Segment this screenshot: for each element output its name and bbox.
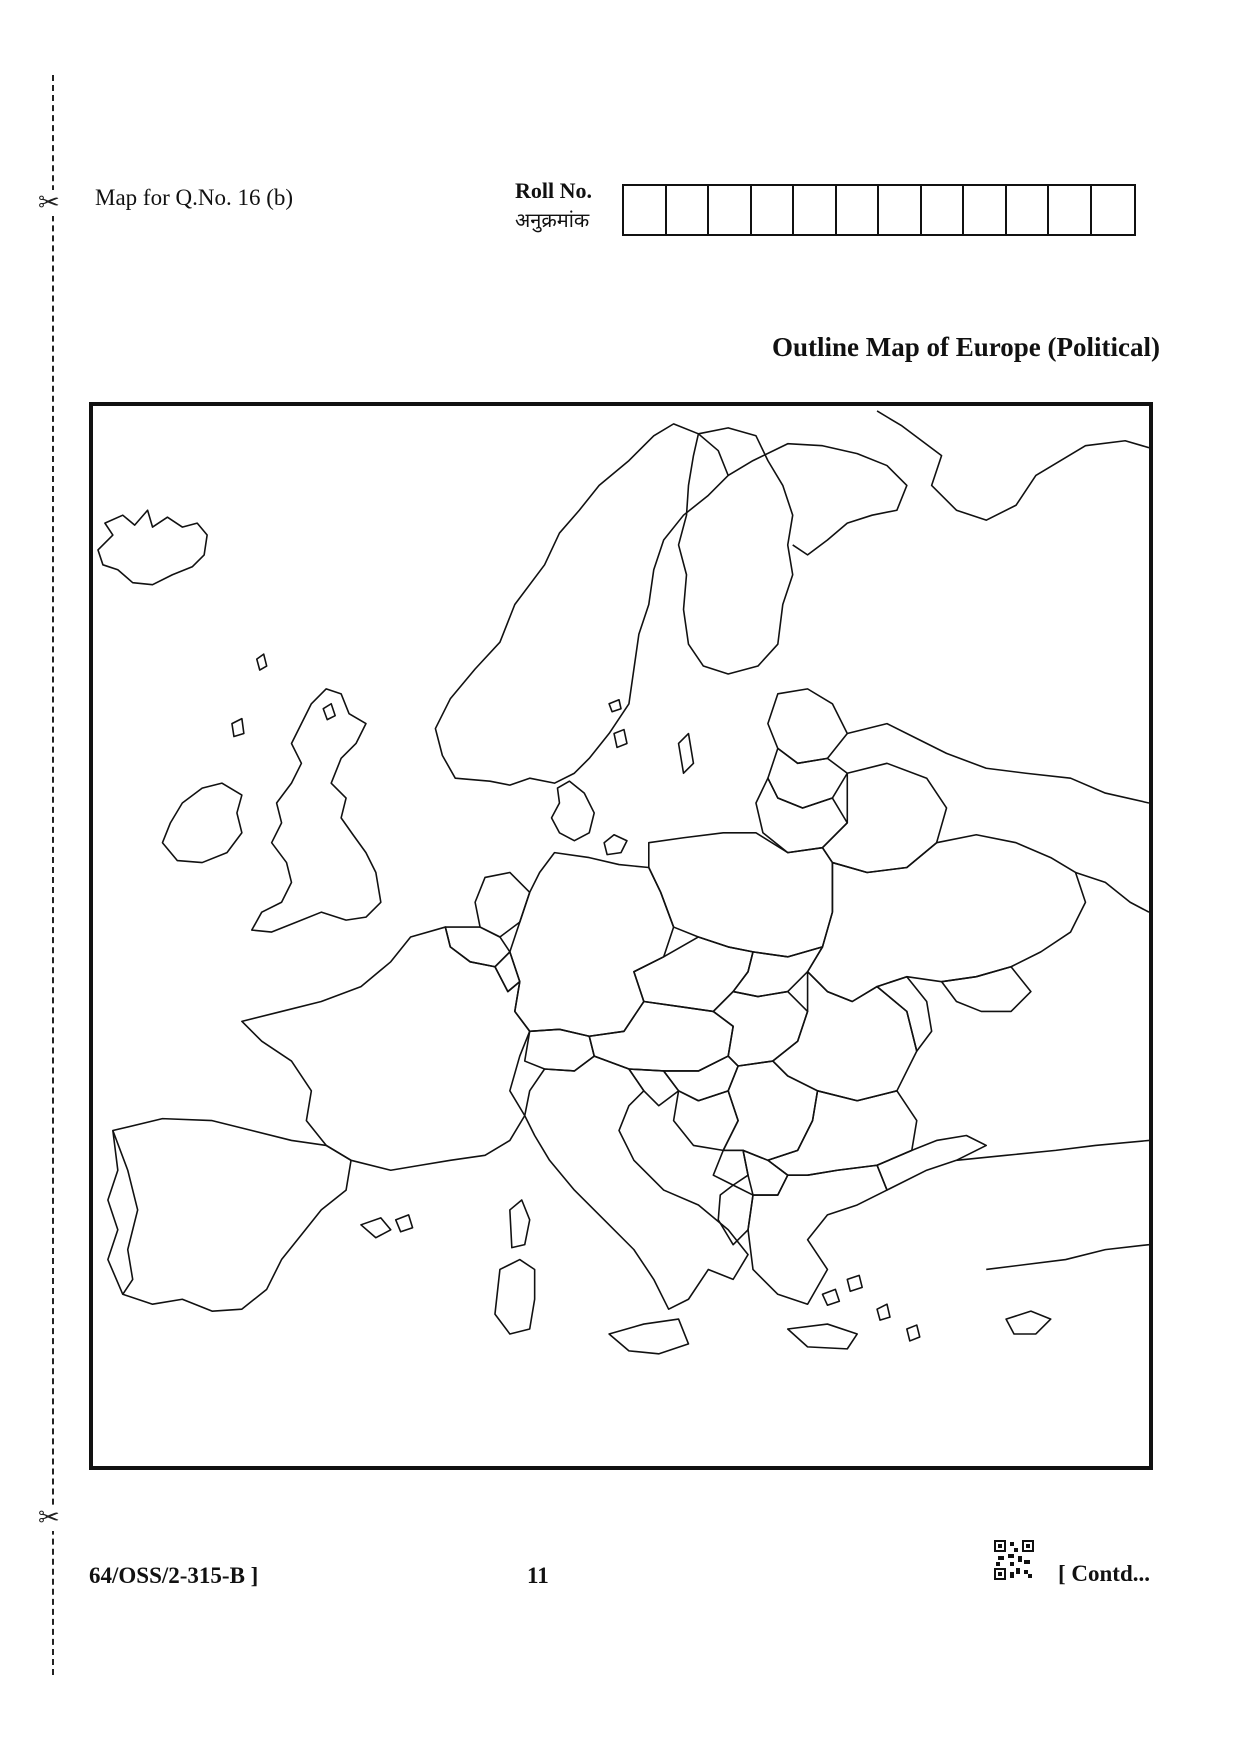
roll-number-box[interactable] bbox=[1092, 186, 1135, 234]
roll-number-box[interactable] bbox=[667, 186, 710, 234]
roll-number-box[interactable] bbox=[879, 186, 922, 234]
scissors-icon: ✂ bbox=[38, 1503, 60, 1533]
roll-number-box[interactable] bbox=[922, 186, 965, 234]
roll-number-box[interactable] bbox=[752, 186, 795, 234]
roll-label-hindi: अनुक्रमांक bbox=[515, 208, 590, 232]
roll-label-english: Roll No. bbox=[515, 178, 592, 203]
roll-number-box[interactable] bbox=[1007, 186, 1050, 234]
roll-number-box[interactable] bbox=[837, 186, 880, 234]
question-reference: Map for Q.No. 16 (b) bbox=[95, 185, 294, 210]
paper-code: 64/OSS/2-315-B ] bbox=[89, 1563, 259, 1588]
roll-number-box[interactable] bbox=[964, 186, 1007, 234]
roll-number-box[interactable] bbox=[1049, 186, 1092, 234]
scissors-icon: ✂ bbox=[38, 188, 60, 218]
page-number: 11 bbox=[527, 1563, 549, 1588]
roll-number-label bbox=[515, 178, 592, 233]
europe-outline-map bbox=[89, 402, 1153, 1470]
roll-number-box[interactable] bbox=[624, 186, 667, 234]
qr-code-icon bbox=[994, 1540, 1034, 1580]
roll-number-box[interactable] bbox=[709, 186, 752, 234]
continued-label: [ Contd... bbox=[1058, 1561, 1151, 1586]
roll-number-box[interactable] bbox=[794, 186, 837, 234]
roll-number-boxes[interactable] bbox=[622, 184, 1136, 236]
map-title: Outline Map of Europe (Political) bbox=[772, 332, 1160, 362]
cut-line bbox=[52, 75, 54, 1675]
